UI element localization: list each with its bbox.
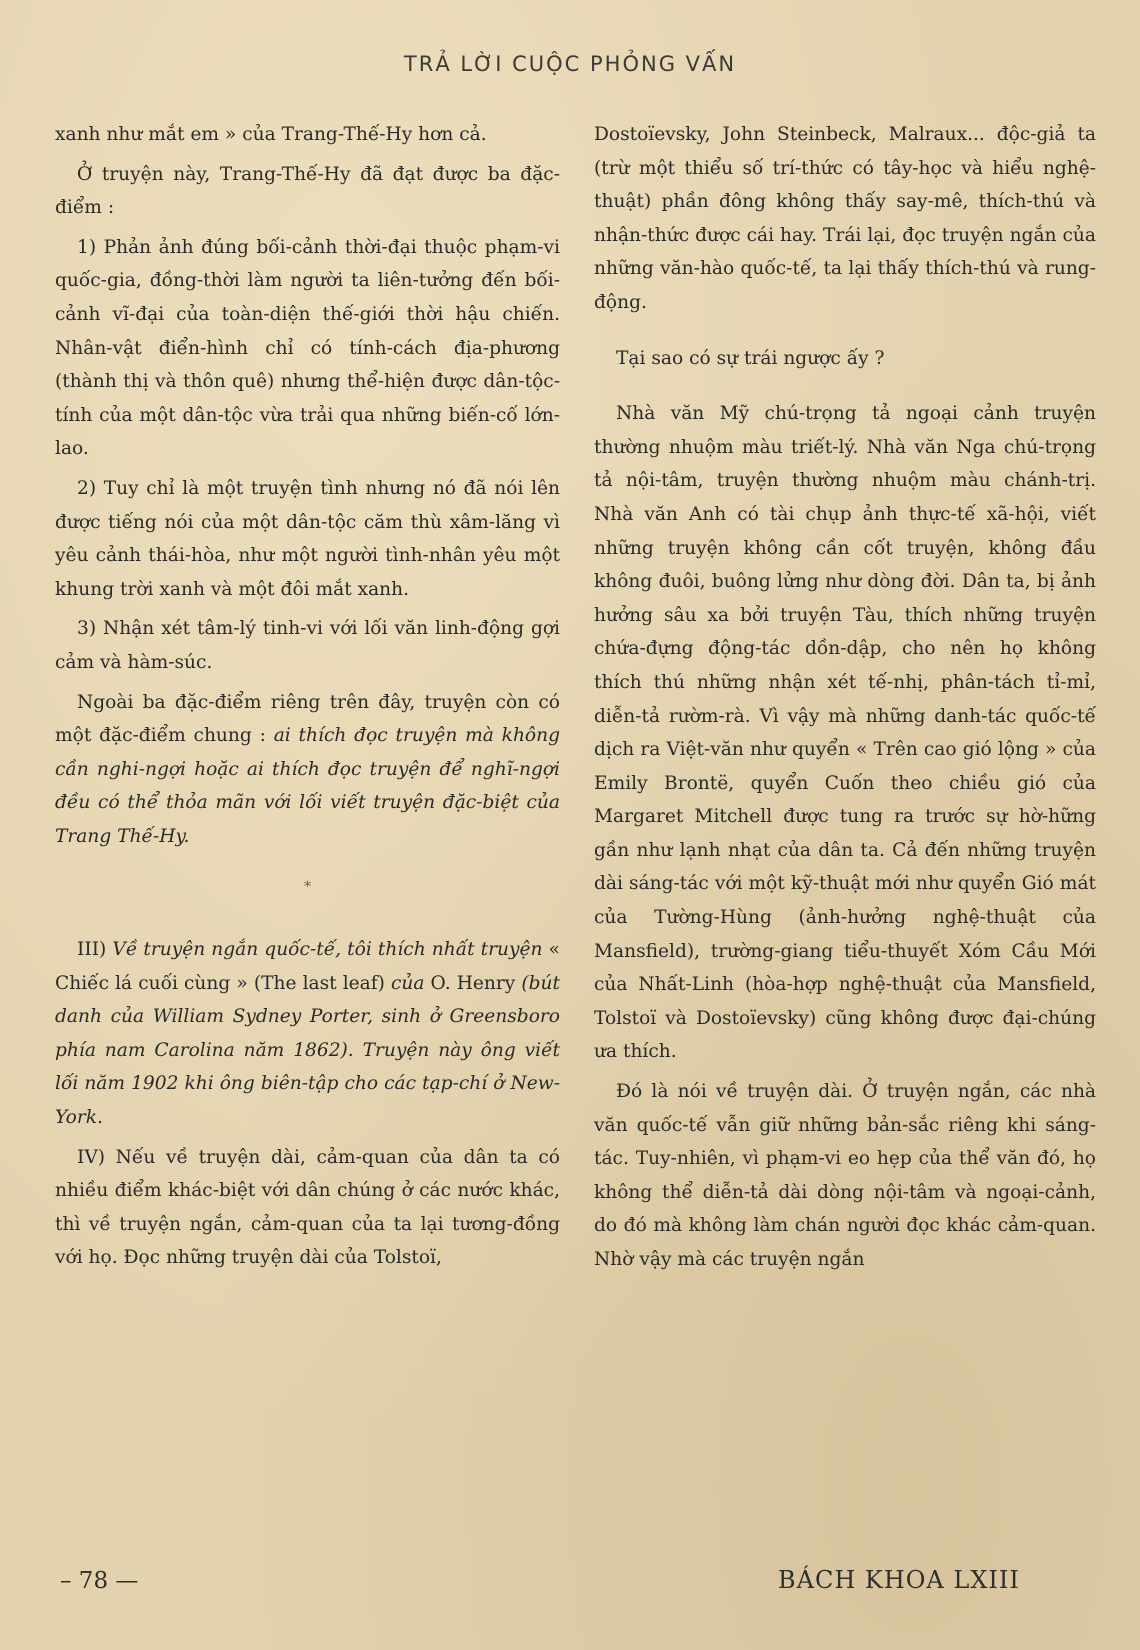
running-header: TRẢ LỜI CUỘC PHỎNG VẤN [403,52,737,76]
author-name: O. Henry [430,972,522,994]
publication-name: BÁCH KHOA LXIII [778,1566,1020,1594]
left-column [55,118,560,1281]
italic-text: (bút danh của William Sydney Porter, sinh ở Greensboro phía nam Carolina năm 1862). Truyện này ông viết lối năm 1902 khi ông biên-tập cho các tạp-chí ở New-York. [55,972,560,1129]
paragraph: 3) Nhận xét tâm-lý tinh-vi với lối văn linh-động gợi cảm và hàm-súc. [55,618,560,673]
page-number: – 78 — [60,1568,139,1594]
paragraph: xanh như mắt em » của Trang-Thế-Hy hơn cả. [55,124,487,145]
right-column [594,118,1096,1283]
paragraph: 2) Tuy chỉ là một truyện tình nhưng nó đã nói lên được tiếng nói của một dân-tộc căm thù xâm-lăng vì yêu cảnh thái-hòa, như một người tình-nhân yêu một khung trời xanh và một đôi mắt xanh. [55,477,560,600]
paragraph [55,686,560,854]
paragraph: Nhà văn Mỹ chú-trọng tả ngoại cảnh truyện thường nhuộm màu triết-lý. Nhà văn Nga chú-trọng tả nội-tâm, truyện thường nhuộm màu chánh-trị. Nhà văn Anh có tài chụp ảnh thực-tế xã-hội, viết những truyện không cần cốt truyện, không đầu không đuôi, buông lửng như dòng đời. Dân ta, bị ảnh hưởng sâu xa bởi truyện Tàu, thích những truyện chứa-đựng động-tác dồn-dập, cho nên họ không thích thú những nhận xét tế-nhị, phân-tách tỉ-mỉ, diễn-tả rườm-rà. Vì vậy mà những danh-tác quốc-tế dịch ra Việt-văn như quyển « Trên cao gió lộng » của Emily Brontë, quyển Cuốn theo chiều gió của Margaret Mitchell được tung ra trước sự hờ-hững gần như lạnh nhạt của dân ta. Cả đến những truyện dài sáng-tác với một kỹ-thuật mới như quyển Gió mát của Tường-Hùng (ảnh-hưởng nghệ-thuật của Mansfield), trường-giang tiểu-thuyết Xóm Cầu Mới của Nhất-Linh (hòa-hợp nghệ-thuật của Mansfield, Tolstoï và Dostoïevsky) cũng không được đại-chúng ưa thích. [594,403,1096,1063]
paragraph: Tại sao có sự trái ngược ấy ? [616,347,885,369]
paragraph: IV) Nếu về truyện dài, cảm-quan của dân ta có nhiều điểm khác-biệt với dân chúng ở các nước khác, thì về truyện ngắn, cảm-quan của ta lại tương-đồng với họ. Đọc những truyện dài của Tolstoï, [55,1146,560,1269]
paragraph: Dostoïevsky, John Steinbeck, Malraux... độc-giả ta (trừ một thiểu số trí-thức có tây-học và hiểu nghệ-thuật) phần đông không thấy say-mê, thích-thú và nhận-thức được cái hay. Trái lại, đọc truyện ngắn của những văn-hào quốc-tế, ta lại thấy thích-thú và rung-động. [594,124,1096,313]
section-divider: * [304,879,311,896]
paragraph: Ở truyện này, Trang-Thế-Hy đã đạt được ba đặc-điểm : [55,163,560,219]
paragraph: 1) Phản ảnh đúng bối-cảnh thời-đại thuộc phạm-vi quốc-gia, đồng-thời làm người ta liên-tưởng đến bối-cảnh vĩ-đại của toàn-diện thế-giới thời hậu chiến. Nhân-vật điển-hình chỉ có tính-cách địa-phương (thành thị và thôn quê) nhưng thể-hiện được dân-tộc-tính của một dân-tộc vừa trải qua những biến-cố lớn-lao. [55,236,560,460]
story-title: « Chiếc lá cuối cùng » (The last leaf) [55,939,560,994]
paragraph [55,933,560,1135]
paragraph: Đó là nói về truyện dài. Ở truyện ngắn, các nhà văn quốc-tế vẫn giữ những bản-sắc riêng khi sáng-tác. Tuy-nhiên, vì phạm-vi eo hẹp của thể văn đó, họ không thể diễn-tả dài dòng nội-tâm và ngoại-cảnh, do đó mà không làm chán người đọc khác cảm-quan. Nhờ vậy mà các truyện ngắn [594,1081,1096,1270]
italic-text: của [390,972,431,994]
paragraph-lead: Ngoài ba đặc-điểm riêng trên đây, truyện còn có một đặc-điểm chung : [55,691,560,747]
italic-text: ai thích đọc truyện mà không cần nghi-ngợi hoặc ai thích đọc truyện để nghĩ-ngợi đều có thể thỏa mãn với lối viết truyện đặc-biệt của Trang Thế-Hy. [55,725,560,847]
italic-text: Về truyện ngắn quốc-tế, tôi thích nhất truyện [112,939,549,961]
section-number: III) [77,939,113,961]
